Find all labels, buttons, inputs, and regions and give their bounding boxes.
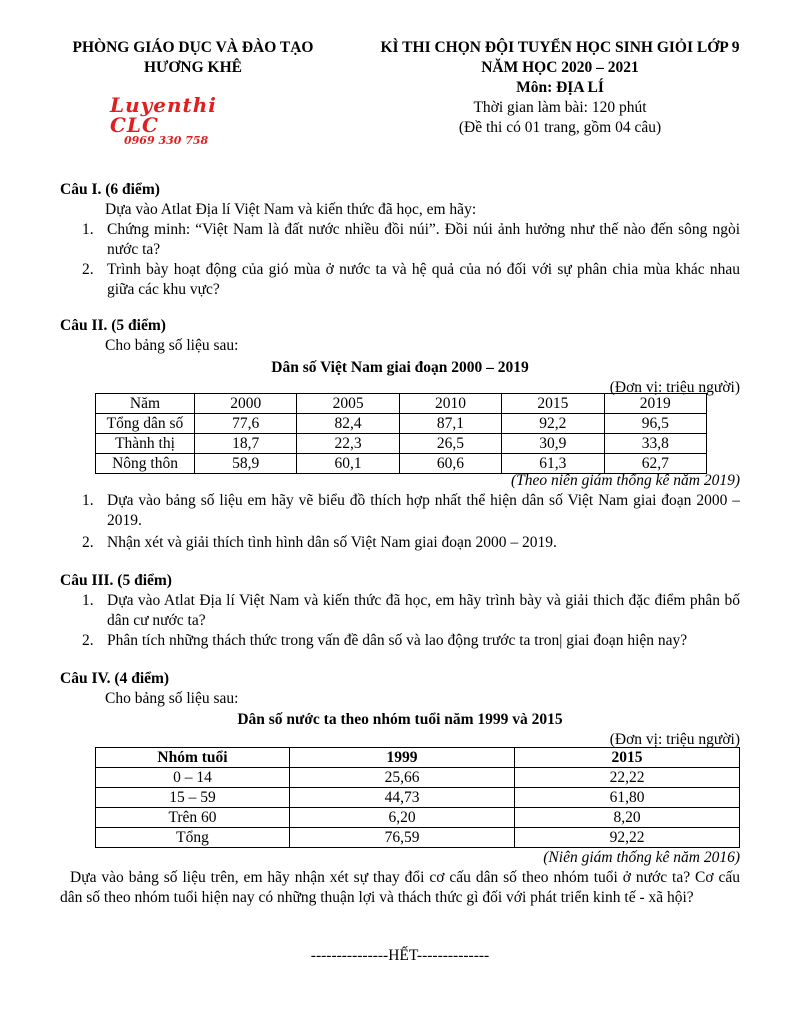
age-group-table xyxy=(95,747,740,848)
school-year: NĂM HỌC 2020 – 2021 xyxy=(481,59,639,76)
logo-text: Luyenthi CLC xyxy=(110,93,217,137)
header-cell: 2015 xyxy=(515,748,740,768)
item-text: Chứng minh: “Việt Nam là đất nước nhiều đồi núi”. Đồi núi ảnh hưởng như thế nào đến sông ngòi nước ta? xyxy=(107,221,740,258)
item-number: 1. xyxy=(82,492,94,509)
question-4-continued xyxy=(60,848,740,908)
table-row xyxy=(96,808,740,828)
row-label: Tổng dân số xyxy=(96,414,195,434)
cell: 61,80 xyxy=(515,788,740,808)
row-label: Thành thị xyxy=(96,434,195,454)
population-table xyxy=(95,393,707,474)
cell: 25,66 xyxy=(290,768,515,788)
cell: 58,9 xyxy=(195,454,297,474)
question-4-intro: Cho bảng số liệu sau: xyxy=(105,690,239,707)
cell: 30,9 xyxy=(502,434,604,454)
watermark-logo xyxy=(110,95,260,147)
row-label: 15 – 59 xyxy=(96,788,290,808)
table-row xyxy=(96,788,740,808)
question-2 xyxy=(60,316,740,398)
header-cell: Nhóm tuổi xyxy=(96,748,290,768)
question-2-intro: Cho bảng số liệu sau: xyxy=(105,337,239,354)
cell: 33,8 xyxy=(604,434,706,454)
district-name: HƯƠNG KHÊ xyxy=(143,59,243,76)
table-row xyxy=(96,768,740,788)
question-1-intro: Dựa vào Atlat Địa lí Việt Nam và kiến thức đã học, em hãy: xyxy=(105,201,477,218)
item-number: 2. xyxy=(82,534,94,551)
cell: 18,7 xyxy=(195,434,297,454)
logo-phone: 0969 330 758 xyxy=(124,134,209,147)
cell: 26,5 xyxy=(399,434,501,454)
item-number: 2. xyxy=(82,261,94,278)
table-2-source: (Niên giám thống kê năm 2016) xyxy=(543,849,740,866)
exam-time: Thời gian làm bài: 120 phút xyxy=(473,99,647,116)
header-cell: 2015 xyxy=(502,394,604,414)
question-4-text: Dựa vào bảng số liệu trên, em hãy nhận xét sự thay đổi cơ cấu dân số theo nhóm tuổi ở nước ta? Cơ cấu dân số theo nhóm tuổi hiện nay có những thuận lợi và thách thức gì đối với phát triển kinh tế - xã hội? xyxy=(60,869,740,906)
question-2-title: Câu II. (5 điểm) xyxy=(60,317,166,334)
cell: 6,20 xyxy=(290,808,515,828)
cell: 22,3 xyxy=(297,434,399,454)
end-marker: ---------------HẾT-------------- xyxy=(310,947,490,964)
list-item xyxy=(60,591,740,631)
cell: 92,2 xyxy=(502,414,604,434)
list-item xyxy=(60,533,740,553)
item-number: 1. xyxy=(82,592,94,609)
list-item xyxy=(60,220,740,260)
list-item xyxy=(60,491,740,531)
subject: Môn: ĐỊA LÍ xyxy=(516,79,604,96)
item-text: Dựa vào bảng số liệu em hãy vẽ biểu đồ thích hợp nhất thể hiện dân số Việt Nam giai đoạn 2000 – 2019. xyxy=(107,492,740,529)
row-label: Tổng xyxy=(96,828,290,848)
table-1-unit: (Đơn vị: triệu người) xyxy=(609,379,740,396)
cell: 77,6 xyxy=(195,414,297,434)
list-item xyxy=(60,260,740,300)
cell: 76,59 xyxy=(290,828,515,848)
question-1 xyxy=(60,180,740,300)
header-cell: 2000 xyxy=(195,394,297,414)
question-2-items xyxy=(60,491,740,553)
table-header-row xyxy=(96,394,707,414)
table-row xyxy=(96,414,707,434)
item-text: Dựa vào Atlat Địa lí Việt Nam và kiến thức đã học, em hãy trình bày và giải thich đặc điểm phân bố dân cư nước ta? xyxy=(107,592,740,629)
row-label: Trên 60 xyxy=(96,808,290,828)
question-2-continued xyxy=(60,471,740,553)
list-item xyxy=(60,631,740,651)
question-1-items xyxy=(60,220,740,300)
table-row xyxy=(96,828,740,848)
item-number: 1. xyxy=(82,221,94,238)
cell: 62,7 xyxy=(604,454,706,474)
cell: 22,22 xyxy=(515,768,740,788)
table-header-row xyxy=(96,748,740,768)
exam-note: (Đề thi có 01 trang, gồm 04 câu) xyxy=(458,119,662,136)
question-4-title: Câu IV. (4 điểm) xyxy=(60,670,170,687)
header-cell: 2019 xyxy=(604,394,706,414)
cell: 60,6 xyxy=(399,454,501,474)
question-1-title: Câu I. (6 điểm) xyxy=(60,181,160,198)
cell: 44,73 xyxy=(290,788,515,808)
question-4 xyxy=(60,669,740,750)
table-2-unit: (Đơn vị: triệu người) xyxy=(609,731,740,748)
exam-title: KÌ THI CHỌN ĐỘI TUYỂN HỌC SINH GIỎI LỚP 9 xyxy=(380,39,740,56)
header-cell: 2005 xyxy=(297,394,399,414)
exam-header xyxy=(350,38,770,138)
item-text: Phân tích những thách thức trong vấn đề dân số và lao động trước ta tron| giai đoạn hiện nay? xyxy=(107,632,688,649)
item-text: Trình bày hoạt động của gió mùa ở nước ta và hệ quả của nó đối với sự phân chia mùa khác nhau giữa các khu vực? xyxy=(107,261,740,298)
row-label: 0 – 14 xyxy=(96,768,290,788)
item-text: Nhận xét và giải thích tình hình dân số Việt Nam giai đoạn 2000 – 2019. xyxy=(107,534,557,551)
cell: 87,1 xyxy=(399,414,501,434)
table-1-source: (Theo niên giám thống kê năm 2019) xyxy=(510,472,740,489)
item-number: 2. xyxy=(82,632,94,649)
cell: 82,4 xyxy=(297,414,399,434)
header-cell: 1999 xyxy=(290,748,515,768)
cell: 96,5 xyxy=(604,414,706,434)
table-2-title: Dân số nước ta theo nhóm tuổi năm 1999 và 2015 xyxy=(237,711,563,728)
header-cell: 2010 xyxy=(399,394,501,414)
header-cell: Năm xyxy=(96,394,195,414)
question-3-title: Câu III. (5 điểm) xyxy=(60,572,172,589)
department-header xyxy=(48,38,338,78)
cell: 8,20 xyxy=(515,808,740,828)
department-name: PHÒNG GIÁO DỤC VÀ ĐÀO TẠO xyxy=(72,39,314,56)
question-3 xyxy=(60,571,740,651)
question-3-items xyxy=(60,591,740,651)
row-label: Nông thôn xyxy=(96,454,195,474)
table-1-title: Dân số Việt Nam giai đoạn 2000 – 2019 xyxy=(271,359,529,376)
cell: 92,22 xyxy=(515,828,740,848)
table-row xyxy=(96,434,707,454)
cell: 60,1 xyxy=(297,454,399,474)
cell: 61,3 xyxy=(502,454,604,474)
